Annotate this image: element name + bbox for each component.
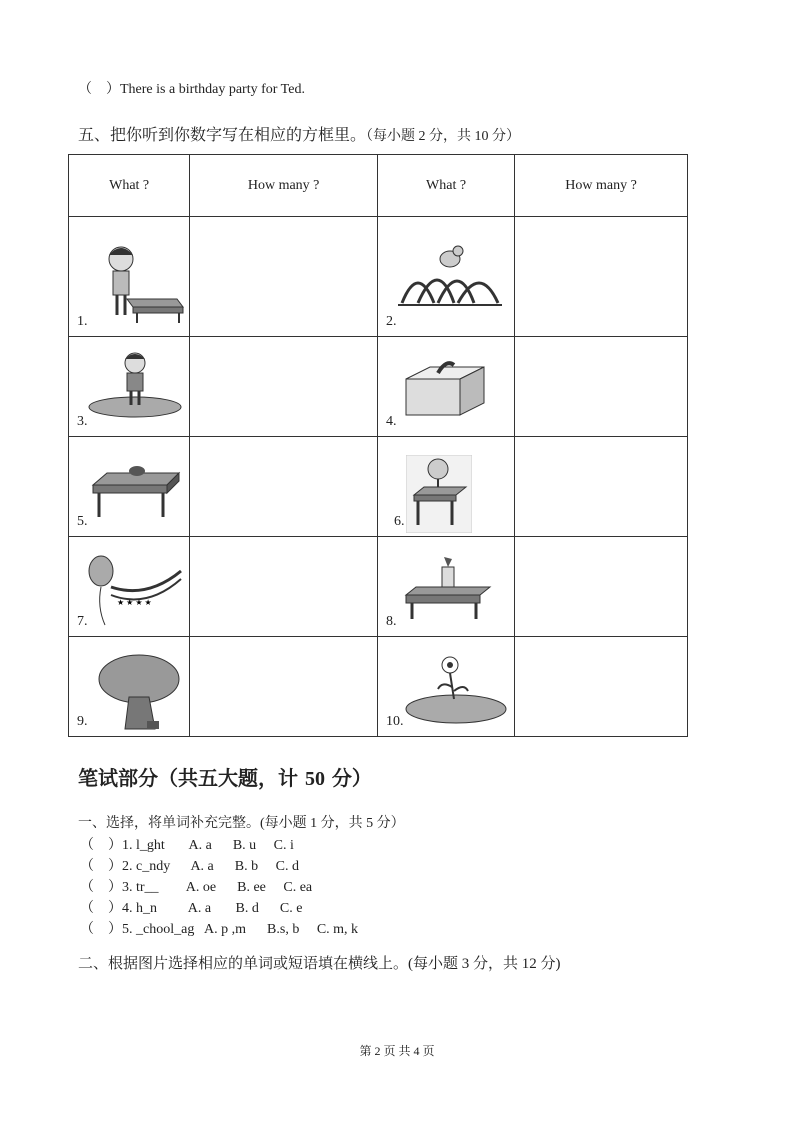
header-what-2: What ? bbox=[378, 155, 515, 217]
picture-cell-3 bbox=[69, 337, 190, 437]
picture-cell-9 bbox=[69, 637, 190, 737]
item-number: 2. bbox=[386, 314, 397, 329]
picture-cell-7 bbox=[69, 537, 190, 637]
header-what-1: What ? bbox=[69, 155, 190, 217]
picture-cell-2 bbox=[378, 217, 515, 337]
boy-ground-picture bbox=[87, 351, 183, 421]
top-question: （ ）There is a birthday party for Ted. bbox=[78, 82, 305, 97]
answer-cell-6[interactable] bbox=[515, 437, 688, 537]
answer-cell-2[interactable] bbox=[515, 217, 688, 337]
question-1: （ ）1. l_ght A. a B. u C. i bbox=[80, 838, 294, 853]
answer-cell-10[interactable] bbox=[515, 637, 688, 737]
tree-picture bbox=[95, 653, 183, 733]
candy-table-picture bbox=[87, 465, 183, 521]
table-row bbox=[69, 337, 688, 437]
item-number: 8. bbox=[386, 614, 397, 629]
table-row bbox=[69, 437, 688, 537]
part-one-title: 一、选择，将单词补充完整。(每小题 1 分，共 5 分） bbox=[78, 816, 405, 831]
item-number: 4. bbox=[386, 414, 397, 429]
header-how-many-2: How many ? bbox=[515, 155, 688, 217]
box-banana-picture bbox=[400, 359, 490, 419]
answer-cell-1[interactable] bbox=[190, 217, 378, 337]
question-2: （ ）2. c_ndy A. a B. b C. d bbox=[80, 859, 299, 874]
answer-cell-4[interactable] bbox=[515, 337, 688, 437]
vase-table-picture bbox=[400, 555, 496, 621]
answer-cell-3[interactable] bbox=[190, 337, 378, 437]
answer-cell-5[interactable] bbox=[190, 437, 378, 537]
svg-text:★ ★ ★ ★: ★ ★ ★ ★ bbox=[117, 598, 152, 607]
item-number: 9. bbox=[77, 714, 88, 729]
item-number: 7. bbox=[77, 614, 88, 629]
header-how-many-1: How many ? bbox=[190, 155, 378, 217]
item-number: 1. bbox=[77, 314, 88, 329]
page-footer: 第 2 页 共 4 页 bbox=[359, 1044, 435, 1058]
fan-table-picture bbox=[406, 455, 472, 533]
question-3: （ ）3. tr__ A. oe B. ee C. ea bbox=[80, 880, 313, 895]
answer-cell-8[interactable] bbox=[515, 537, 688, 637]
picture-cell-4 bbox=[378, 337, 515, 437]
bird-bush-picture bbox=[398, 243, 502, 309]
picture-cell-6 bbox=[378, 437, 515, 537]
item-number: 3. bbox=[77, 414, 88, 429]
item-number: 10. bbox=[386, 714, 404, 729]
question-5: （ ）5. _chool_ag A. p ,m B.s, b C. m, k bbox=[80, 922, 359, 937]
section-five-title: 五、把你听到你数字写在相应的方框里。（每小题 2 分，共 10 分） bbox=[78, 127, 521, 144]
question-4: （ ）4. h_n A. a B. d C. e bbox=[80, 901, 303, 916]
girl-table-picture bbox=[99, 241, 185, 327]
picture-cell-1 bbox=[69, 217, 190, 337]
table-row bbox=[69, 217, 688, 337]
flower-ground-picture bbox=[404, 653, 508, 725]
picture-cell-10 bbox=[378, 637, 515, 737]
table-row bbox=[69, 637, 688, 737]
picture-cell-8 bbox=[378, 537, 515, 637]
answer-table bbox=[68, 154, 688, 737]
answer-cell-9[interactable] bbox=[190, 637, 378, 737]
item-number: 5. bbox=[77, 514, 88, 529]
picture-cell-5 bbox=[69, 437, 190, 537]
part-two-title: 二、根据图片选择相应的单词或短语填在横线上。(每小题 3 分，共 12 分) bbox=[78, 956, 561, 972]
table-row bbox=[69, 537, 688, 637]
written-part-heading: 笔试部分（共五大题，计 50 分） bbox=[78, 766, 372, 790]
answer-cell-7[interactable] bbox=[190, 537, 378, 637]
item-number: 6. bbox=[394, 514, 405, 529]
balloon-garland-picture bbox=[87, 551, 187, 631]
table-header-row bbox=[69, 155, 688, 217]
